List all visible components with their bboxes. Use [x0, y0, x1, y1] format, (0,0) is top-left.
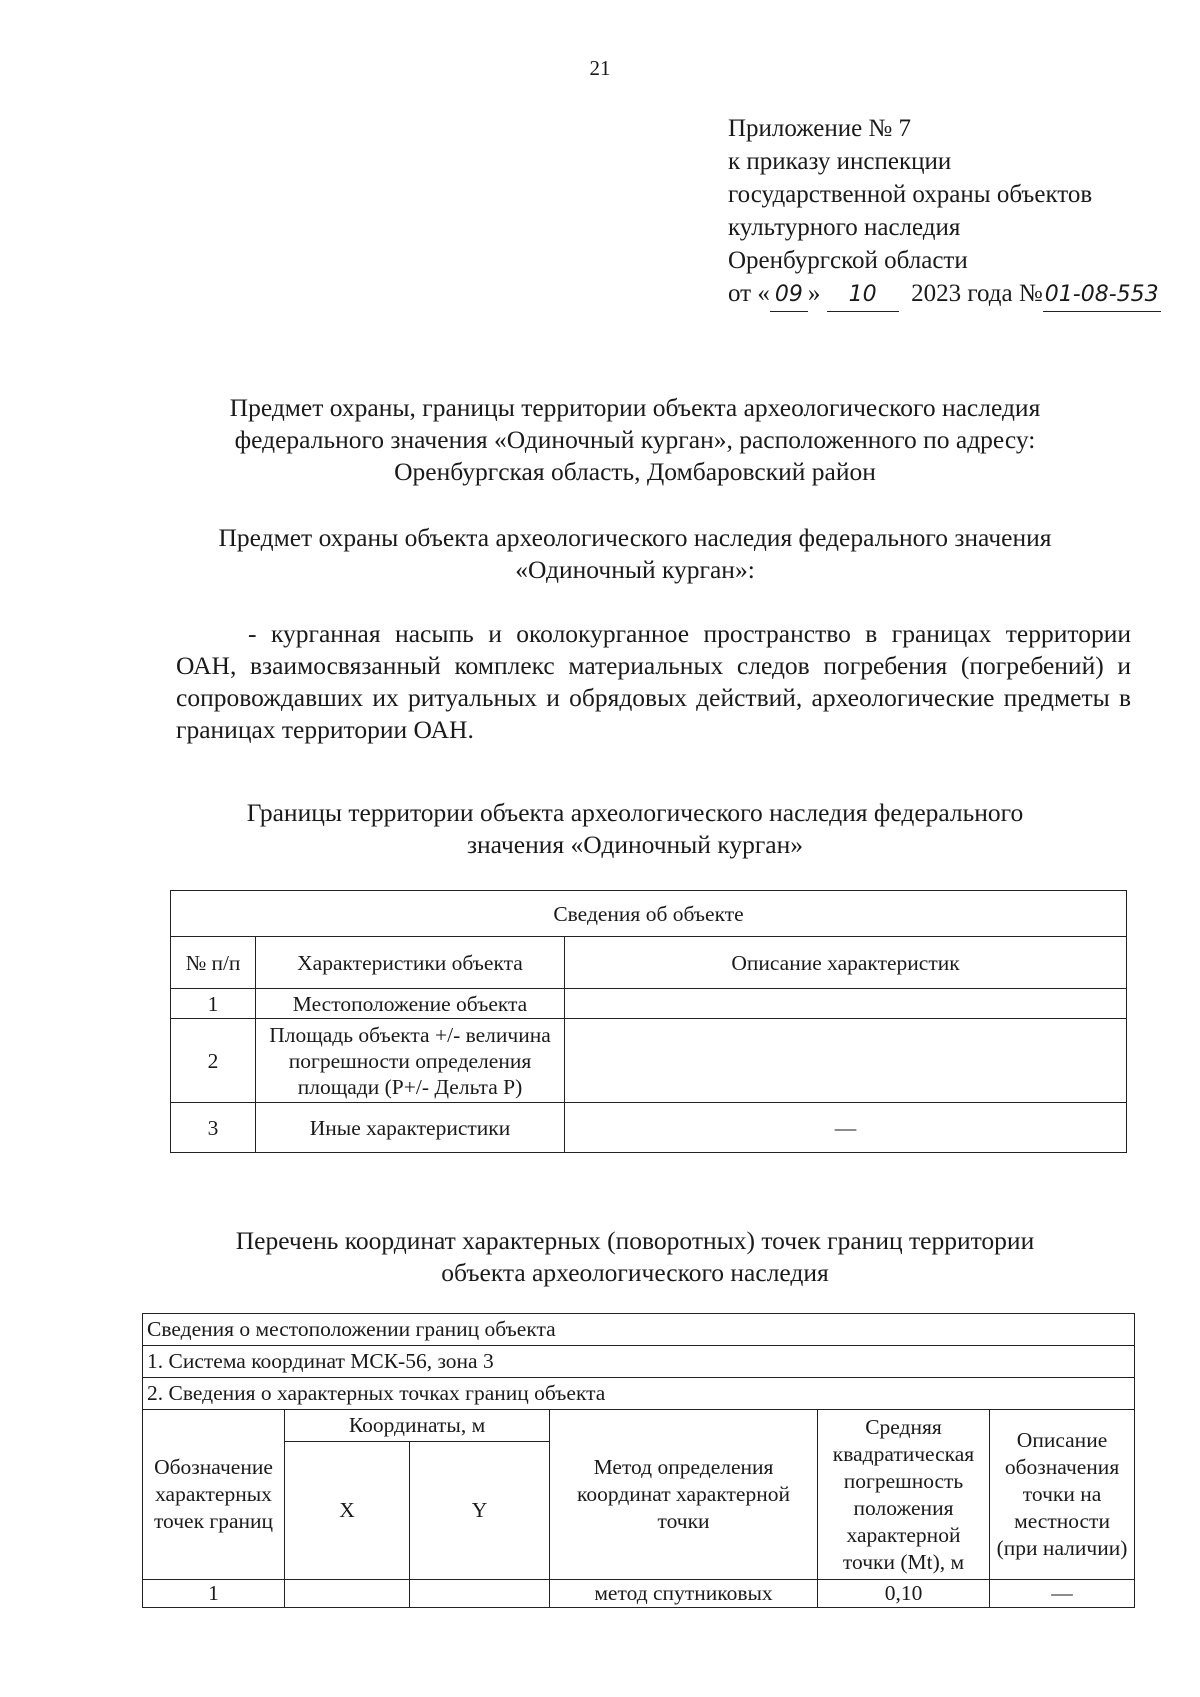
page-number: 21	[589, 56, 611, 80]
handwritten-month: 10	[827, 278, 899, 312]
header-description: Описание характеристик	[565, 937, 1127, 989]
row-desc: —	[565, 1103, 1127, 1153]
row-name: Иные характеристики	[256, 1103, 565, 1153]
point-y	[410, 1580, 550, 1608]
row-num: 1	[171, 989, 256, 1019]
coords-title-line: Перечень координат характерных (поворотных) точек границ территории	[235, 1226, 1035, 1255]
header-characteristics: Характеристики объекта	[256, 937, 565, 989]
bounds-title-line: Границы территории объекта археологического наследия федерального	[246, 798, 1024, 827]
main-title-line: федерального значения «Одиночный курган», расположенного по адресу:	[234, 425, 1036, 454]
table-row	[171, 989, 1127, 1019]
main-title-line: Предмет охраны, границы территории объекта археологического наследия	[229, 393, 1041, 422]
header-y: Y	[410, 1442, 550, 1580]
point-accuracy: 0,10	[818, 1580, 990, 1608]
header-accuracy: Средняя квадратическая погрешность положения характерной точки (Mt), м	[818, 1410, 990, 1580]
header-num: № п/п	[171, 937, 256, 989]
section-points: 2. Сведения о характерных точках границ объекта	[143, 1378, 1135, 1410]
appendix-line: Приложение № 7	[728, 115, 912, 142]
appendix-date-line	[728, 277, 1161, 312]
row-name: Местоположение объекта	[256, 989, 565, 1019]
header-x: X	[285, 1442, 410, 1580]
header-point-description: Описание обозначения точки на местности (при наличии)	[990, 1410, 1135, 1580]
date-prefix: от «	[728, 280, 770, 307]
header-coordinates: Координаты, м	[285, 1410, 550, 1442]
appendix-line: культурного наследия	[728, 214, 961, 241]
row-desc	[565, 989, 1127, 1019]
coords-title	[150, 1225, 1120, 1289]
main-title-line: Оренбургская область, Домбаровский район	[394, 457, 876, 486]
subject-title-line: «Одиночный курган»:	[515, 555, 755, 584]
section-coord-system: 1. Система координат МСК-56, зона 3	[143, 1346, 1135, 1378]
coords-title-line: объекта археологического наследия	[441, 1258, 829, 1287]
row-desc	[565, 1019, 1127, 1103]
point-x	[285, 1580, 410, 1608]
bounds-title	[150, 797, 1120, 861]
appendix-line: Оренбургской области	[728, 247, 968, 274]
date-year-text: 2023 года №	[911, 280, 1043, 307]
row-name: Площадь объекта +/- величина погрешности определения площади (P+/- Дельта P)	[256, 1019, 565, 1103]
table-row	[171, 1019, 1127, 1103]
appendix-line: к приказу инспекции	[728, 148, 952, 175]
appendix-header	[728, 112, 1161, 312]
date-day-close: »	[807, 280, 821, 307]
section-location: Сведения о местоположении границ объекта	[143, 1314, 1135, 1346]
object-table	[170, 890, 1127, 1153]
header-designation: Обозначение характерных точек границ	[143, 1410, 285, 1580]
subject-title	[150, 522, 1120, 586]
object-table-caption: Сведения об объекте	[171, 891, 1127, 937]
subject-paragraph	[176, 618, 1131, 746]
point-id: 1	[143, 1580, 285, 1608]
table-row	[171, 1103, 1127, 1153]
header-method: Метод определения координат характерной точки	[550, 1410, 818, 1580]
handwritten-order-number: 01-08-553	[1043, 278, 1161, 312]
bounds-title-line: значения «Одиночный курган»	[466, 830, 804, 859]
point-method: метод спутниковых	[550, 1580, 818, 1608]
appendix-line: государственной охраны объектов	[728, 181, 1093, 208]
handwritten-day: 09	[770, 278, 808, 312]
coordinates-table	[142, 1313, 1135, 1608]
subject-title-line: Предмет охраны объекта археологического наследия федерального значения	[218, 523, 1052, 552]
row-num: 2	[171, 1019, 256, 1103]
subject-text: - курганная насыпь и околокурганное пространство в границах территории ОАН, взаимосвязанный комплекс материальных следов погребения (погребений) и сопровождавших их ритуальных и обрядовых действий, археологические предметы в границах территории ОАН.	[176, 619, 1131, 744]
row-num: 3	[171, 1103, 256, 1153]
main-title	[150, 392, 1120, 488]
table-row	[143, 1580, 1135, 1608]
point-description: —	[990, 1580, 1135, 1608]
